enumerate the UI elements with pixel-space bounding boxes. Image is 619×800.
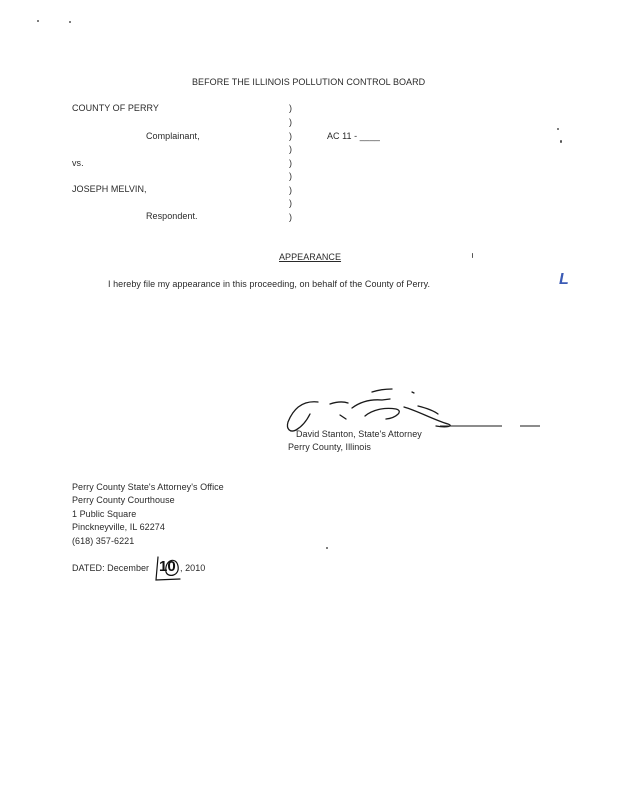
- respondent-role: Respondent.: [146, 211, 198, 221]
- complainant-name: COUNTY OF PERRY: [72, 103, 159, 113]
- document-title: BEFORE THE ILLINOIS POLLUTION CONTROL BOARD: [192, 77, 426, 87]
- respondent-name: JOSEPH MELVIN,: [72, 184, 147, 194]
- signature-title: David Stanton, State's Attorney: [296, 429, 422, 439]
- paren: ): [289, 131, 292, 141]
- address-line: Perry County Courthouse: [72, 495, 175, 505]
- signature-county: Perry County, Illinois: [288, 442, 371, 452]
- dated-year: , 2010: [180, 563, 206, 573]
- appearance-heading: APPEARANCE: [279, 252, 342, 262]
- dated-day: 10: [159, 558, 176, 575]
- paren: ): [289, 103, 292, 113]
- address-line: (618) 357-6221: [72, 536, 135, 546]
- paren: ): [289, 144, 292, 154]
- paren: ): [289, 198, 292, 208]
- address-line: Pinckneyville, IL 62274: [72, 522, 165, 532]
- address-line: Perry County State's Attorney's Office: [72, 482, 224, 492]
- paren: ): [289, 185, 292, 195]
- paren: ): [289, 117, 292, 127]
- case-number: AC 11 - ____: [327, 131, 380, 141]
- complainant-role: Complainant,: [146, 131, 200, 141]
- dated-prefix: DATED: December: [72, 563, 150, 573]
- appearance-statement: I hereby file my appearance in this proceeding, on behalf of the County of Perry.: [108, 279, 431, 289]
- versus-label: vs.: [72, 158, 84, 168]
- address-line: 1 Public Square: [72, 509, 137, 519]
- paren: ): [289, 212, 292, 222]
- paren: ): [289, 158, 292, 168]
- paren: ): [289, 171, 292, 181]
- stamp-mark: L: [559, 271, 569, 288]
